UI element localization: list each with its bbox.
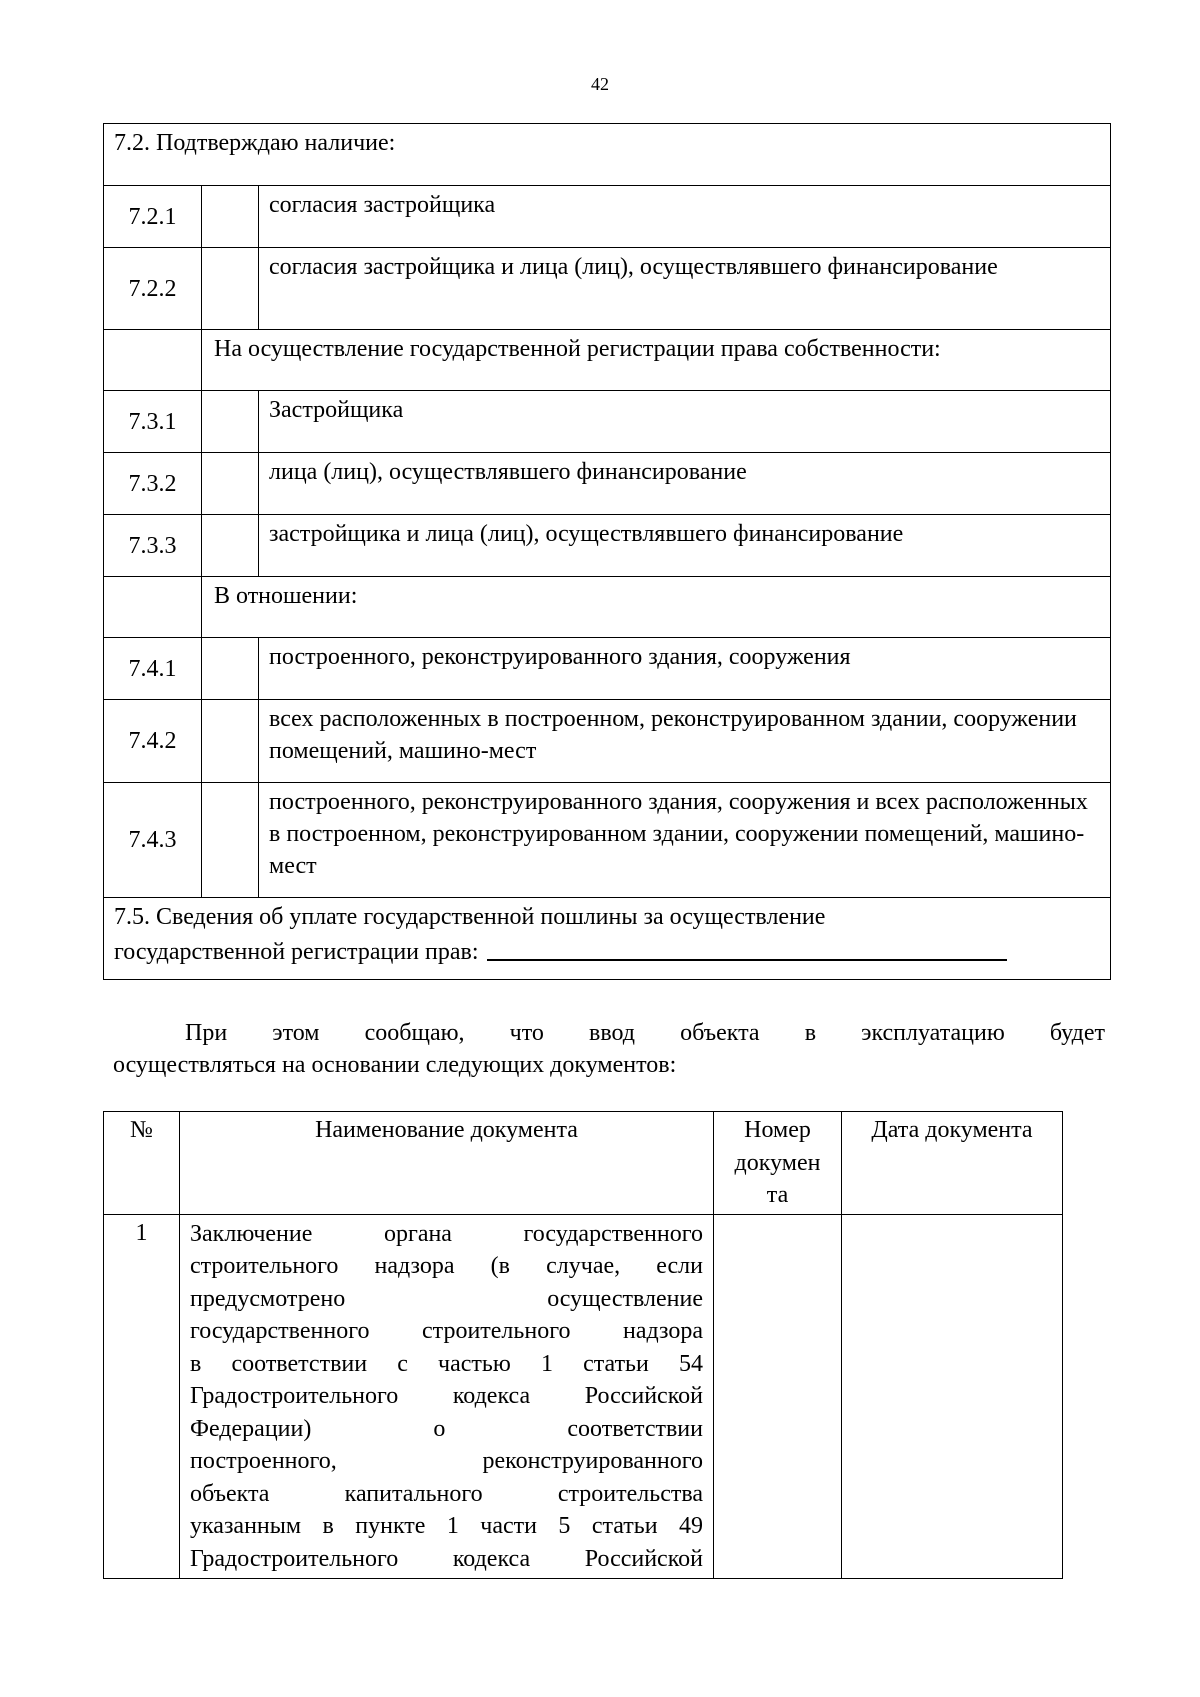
section-7-2-heading: 7.2. Подтверждаю наличие: bbox=[104, 124, 1111, 186]
document-name-line: в соответствии с частью 1 статьи 54 bbox=[190, 1350, 703, 1377]
row-number: 7.2.2 bbox=[104, 248, 202, 330]
row-text: построенного, реконструированного здания, сооружения и всех расположенных в построенном, реконструированном здании, сооружении помещений, машино-мест bbox=[259, 783, 1111, 898]
page-number: 42 bbox=[591, 74, 609, 94]
section-7-3-heading: На осуществление государственной регистрации права собственности: bbox=[202, 330, 1111, 391]
document-name-line: построенного, реконструированного bbox=[190, 1448, 703, 1474]
row-number: 7.4.2 bbox=[104, 700, 202, 783]
table-row bbox=[104, 1214, 1063, 1579]
document-name-line: Градостроительного кодекса Российской bbox=[190, 1545, 703, 1572]
section-7-5-line1: 7.5. Сведения об уплате государственной пошлины за осуществление bbox=[114, 904, 826, 930]
document-name-cell bbox=[180, 1214, 714, 1579]
checkbox-7-2-2[interactable] bbox=[202, 248, 259, 330]
header-document-date: Дата документа bbox=[842, 1112, 1063, 1215]
checkbox-7-2-1[interactable] bbox=[202, 186, 259, 248]
intro-line-2: осуществляться на основании следующих документов: bbox=[113, 1052, 677, 1078]
header-number-line2: докумен bbox=[734, 1149, 821, 1176]
fee-details-blank-field[interactable] bbox=[487, 933, 1007, 961]
row-text: застройщика и лица (лиц), осуществлявшего финансирование bbox=[259, 515, 1111, 577]
document-name-line: Градостроительного кодекса Российской bbox=[190, 1383, 703, 1409]
checkbox-7-4-2[interactable] bbox=[202, 700, 259, 783]
document-number-cell[interactable] bbox=[714, 1214, 842, 1579]
row-text: всех расположенных в построенном, реконструированном здании, сооружении помещений, машино-мест bbox=[259, 700, 1111, 783]
document-name-line: объекта капитального строительства bbox=[190, 1480, 703, 1507]
empty-cell bbox=[104, 330, 202, 391]
row-number: 7.2.1 bbox=[104, 186, 202, 248]
header-document-number bbox=[714, 1112, 842, 1215]
checkbox-7-3-1[interactable] bbox=[202, 391, 259, 453]
intro-paragraph bbox=[113, 1017, 1105, 1081]
documents-table bbox=[103, 1111, 1063, 1579]
checkbox-7-4-1[interactable] bbox=[202, 638, 259, 700]
header-document-name: Наименование документа bbox=[180, 1112, 714, 1215]
document-date-cell[interactable] bbox=[842, 1214, 1063, 1579]
row-text: согласия застройщика и лица (лиц), осуществлявшего финансирование bbox=[259, 248, 1111, 330]
checkbox-7-3-2[interactable] bbox=[202, 453, 259, 515]
row-text: лица (лиц), осуществлявшего финансирование bbox=[259, 453, 1111, 515]
section-7-5-fee-info bbox=[104, 898, 1111, 980]
section-7-5-line2-wrap bbox=[114, 933, 1100, 968]
header-no: № bbox=[104, 1112, 180, 1215]
row-number: 7.3.2 bbox=[104, 453, 202, 515]
checkbox-7-4-3[interactable] bbox=[202, 783, 259, 898]
row-number: 1 bbox=[104, 1214, 180, 1579]
row-number: 7.4.1 bbox=[104, 638, 202, 700]
intro-line-1: При этом сообщаю, что ввод объекта в эксплуатацию будет bbox=[185, 1020, 1105, 1046]
document-name-line: Федерации) о соответствии bbox=[190, 1415, 703, 1442]
application-form-table bbox=[103, 123, 1111, 980]
header-number-line1: Номер bbox=[744, 1117, 811, 1143]
header-number-line3: та bbox=[766, 1182, 789, 1208]
row-number: 7.3.1 bbox=[104, 391, 202, 453]
row-text: Застройщика bbox=[259, 391, 1111, 453]
checkbox-7-3-3[interactable] bbox=[202, 515, 259, 577]
row-text: построенного, реконструированного здания, сооружения bbox=[259, 638, 1111, 700]
table-header-row bbox=[104, 1112, 1063, 1215]
empty-cell bbox=[104, 577, 202, 638]
row-text: согласия застройщика bbox=[259, 186, 1111, 248]
section-7-5-line2: государственной регистрации прав: bbox=[114, 939, 479, 965]
document-name-line: Заключение органа государственного bbox=[190, 1220, 703, 1247]
document-name-line: предусмотрено осуществление bbox=[190, 1285, 703, 1312]
document-name-line: указанным в пункте 1 части 5 статьи 49 bbox=[190, 1513, 703, 1539]
row-number: 7.4.3 bbox=[104, 783, 202, 898]
section-7-4-heading: В отношении: bbox=[202, 577, 1111, 638]
document-name-line: строительного надзора (в случае, если bbox=[190, 1253, 703, 1279]
document-name-line: государственного строительного надзора bbox=[190, 1318, 703, 1344]
row-number: 7.3.3 bbox=[104, 515, 202, 577]
